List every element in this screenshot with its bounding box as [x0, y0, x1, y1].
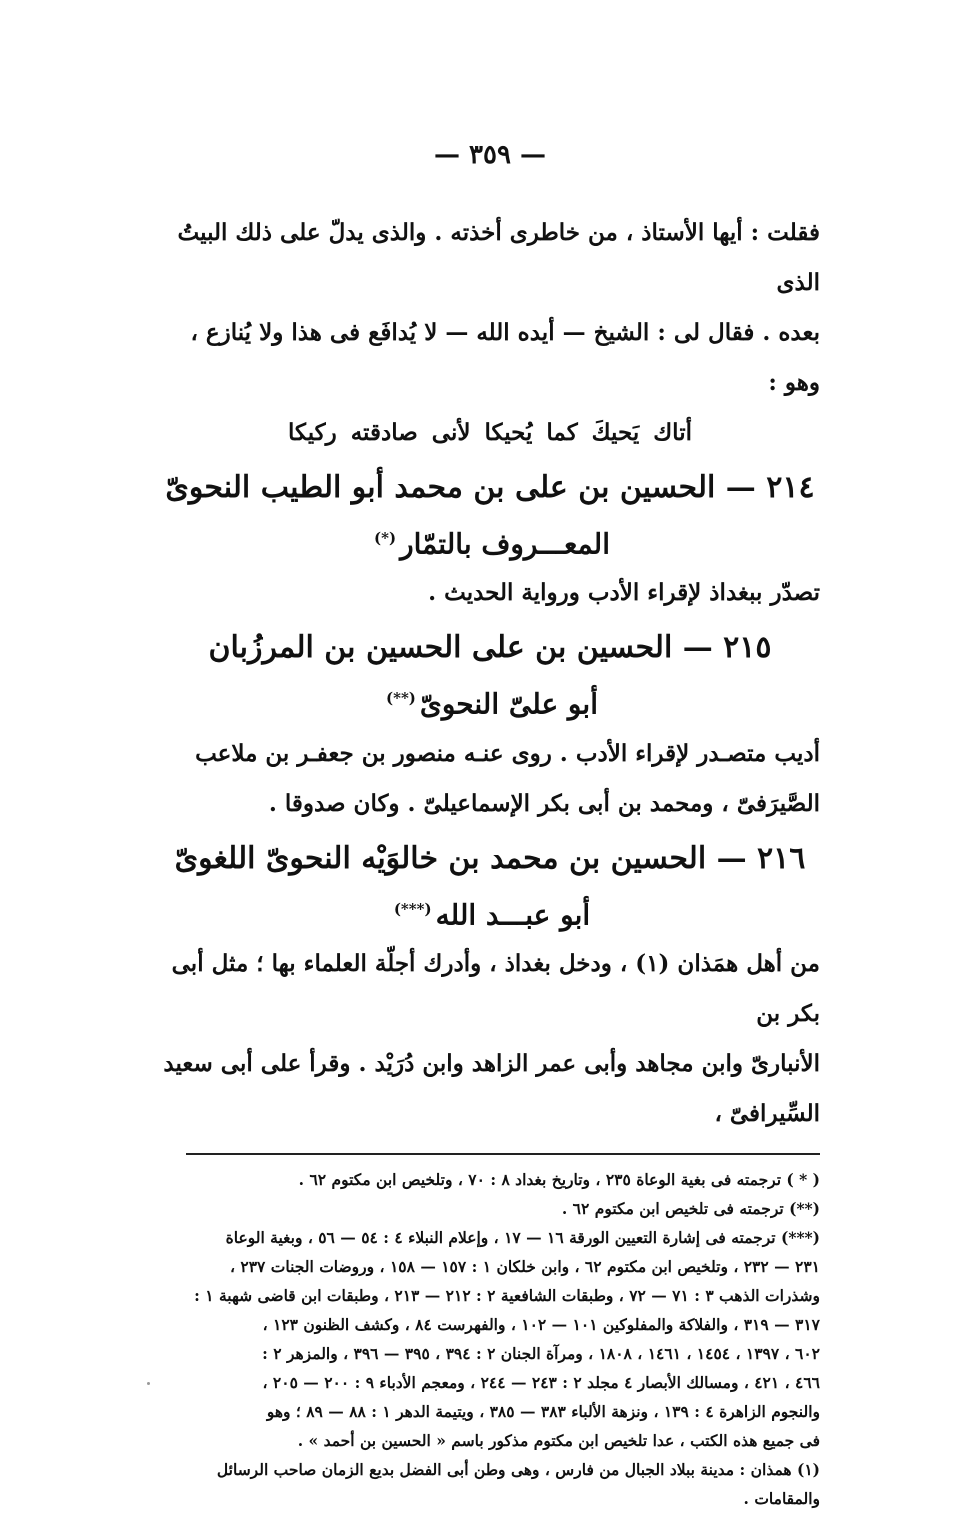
footnote-line: ( * ) ترجمته فى بغية الوعاة ٢٣٥ ، وتاريخ بغداد ٨ : ٧٠ ، وتلخيص ابن مكتوم ٦٢ . — [298, 1169, 820, 1189]
entry-subheading-text: المعـــروف بالتمّار — [400, 527, 610, 561]
entry-body-214-line-1: تصدّر ببغداذ لإقراء الأدب ورواية الحديث . — [428, 579, 820, 607]
entry-heading-214: ٢١٤ — الحسين بن على بن محمد أبو الطيب النحوىّ — [165, 470, 815, 505]
footnote-line: وشذرات الذهب ٣ : ٧١ — ٧٢ ، وطبقات الشافعية ٢ : ٢١٢ — ٢١٣ ، وطبقات ابن قاضى شهبة ١ : — [194, 1285, 820, 1305]
footnote-line: (**) ترجمته فى تلخيص ابن مكتوم ٦٢ . — [561, 1198, 820, 1218]
footnote-marker: (**) — [386, 689, 416, 708]
scan-speck — [147, 1382, 150, 1385]
entry-body-215-line-1: أديب متصـدر لإقراء الأدب . روى عنـه منصور بن جعفـر بن ملاعب — [195, 739, 820, 767]
entry-subheading-text: أبو عبـــد الله — [435, 897, 591, 931]
footnote-line: ٤٦٦ ، ٤٢١ ، ومسالك الأبصار ٤ مجلد ٢ : ٢٤٣ — ٢٤٤ ، ومعجم الأدباء ٩ : ٢٠٠ — ٢٠٥ ، — [262, 1372, 820, 1392]
entry-subheading-216 — [160, 885, 820, 939]
footnote-line: (***) ترجمته فى إشارة التعيين الورقة ١٦ — ١٧ ، وإعلام النبلاء ٤ : ٥٤ — ٥٦ ، وبغية الوعاة — [225, 1227, 820, 1247]
book-page — [160, 140, 820, 1508]
footnote-divider — [186, 1153, 820, 1155]
footnote-marker: (***) — [393, 899, 432, 918]
footnote-line: (١) همذان : مدينة ببلاد الجبال من فارس ، وهى وطن أبى الفضل بديع الزمان صاحب الرسائل والمقامات . — [216, 1459, 820, 1508]
footnote-line: والنجوم الزاهرة ٤ : ١٣٩ ، ونزهة الألباء ٣٨٣ — ٣٨٥ ، ويتيمة الدهر ١ : ٨٨ — ٨٩ ؛ وهو — [266, 1401, 820, 1421]
entry-subheading-text: أبو علىّ النحوىّ — [419, 687, 598, 721]
footnote-line: ٣١٧ — ٣١٩ ، والفلاكة والمفلوكين ١٠١ — ١٠٢ ، والفهرست ٨٤ ، وكشف الظنون ١٢٣ ، — [262, 1314, 820, 1334]
footnotes — [160, 1165, 820, 1513]
page-number: — ٣٥٩ — — [433, 140, 547, 170]
verse-line: أتاك يَحيكَ كما يُحيكا لأنى صادقته ركيكا — [288, 419, 692, 446]
footnote-line: فى جميع هذه الكتب ، عدا تلخيص ابن مكتوم مذكور باسم « الحسين بن أحمد » . — [297, 1430, 820, 1450]
entry-subheading-214 — [160, 514, 820, 568]
entry-body-215-line-2: الصَّيرَفىّ ، ومحمد بن أبى بكر الإسماعيلىّ . وكان صدوقا . — [268, 789, 820, 817]
footnote-marker: (*) — [374, 529, 397, 547]
footnote-line: ٦٠٢ ، ١٣٩٧ ، ١٤٥٤ ، ١٤٦١ ، ١٨٠٨ ، ومرآة الجنان ٢ : ٣٩٤ ، ٣٩٥ — ٣٩٦ ، والمزهر ٢ : — [262, 1343, 820, 1363]
entry-subheading-215 — [160, 674, 820, 728]
entry-heading-216: ٢١٦ — الحسين بن محمد بن خالوَيْه النحوىّ اللغوىّ — [174, 840, 806, 876]
intro-line-2: بعده . فقال لى : الشيخ — أيده الله — لا يُدافَع فى هذا ولا يُنازع ، وهو : — [190, 319, 820, 396]
intro-line-1: فقلت : أيها الأستاذ ، من خاطرى أخذته . والذى يدلّ على ذلك البيتُ الذى — [177, 219, 820, 296]
entry-body-216-line-1: من أهل همَذان (١) ، ودخل بغداذ ، وأدرك أجلّة العلماء بها ؛ مثل أبى بكر بن — [171, 949, 820, 1027]
entry-body-216-line-2: الأنبارىّ وابن مجاهد وأبى عمر الزاهد وابن دُرَيْد . وقرأ على أبى سعيد السِّيرافىّ ، — [163, 1049, 820, 1127]
entry-heading-215: ٢١٥ — الحسين بن على الحسين بن المرزُبان — [208, 630, 772, 666]
footnote-line: ٢٣١ — ٢٣٢ ، وتلخيص ابن مكتوم ٦٢ ، وابن خلكان ١ : ١٥٧ — ١٥٨ ، وروضات الجنات ٢٣٧ ، — [230, 1256, 820, 1276]
